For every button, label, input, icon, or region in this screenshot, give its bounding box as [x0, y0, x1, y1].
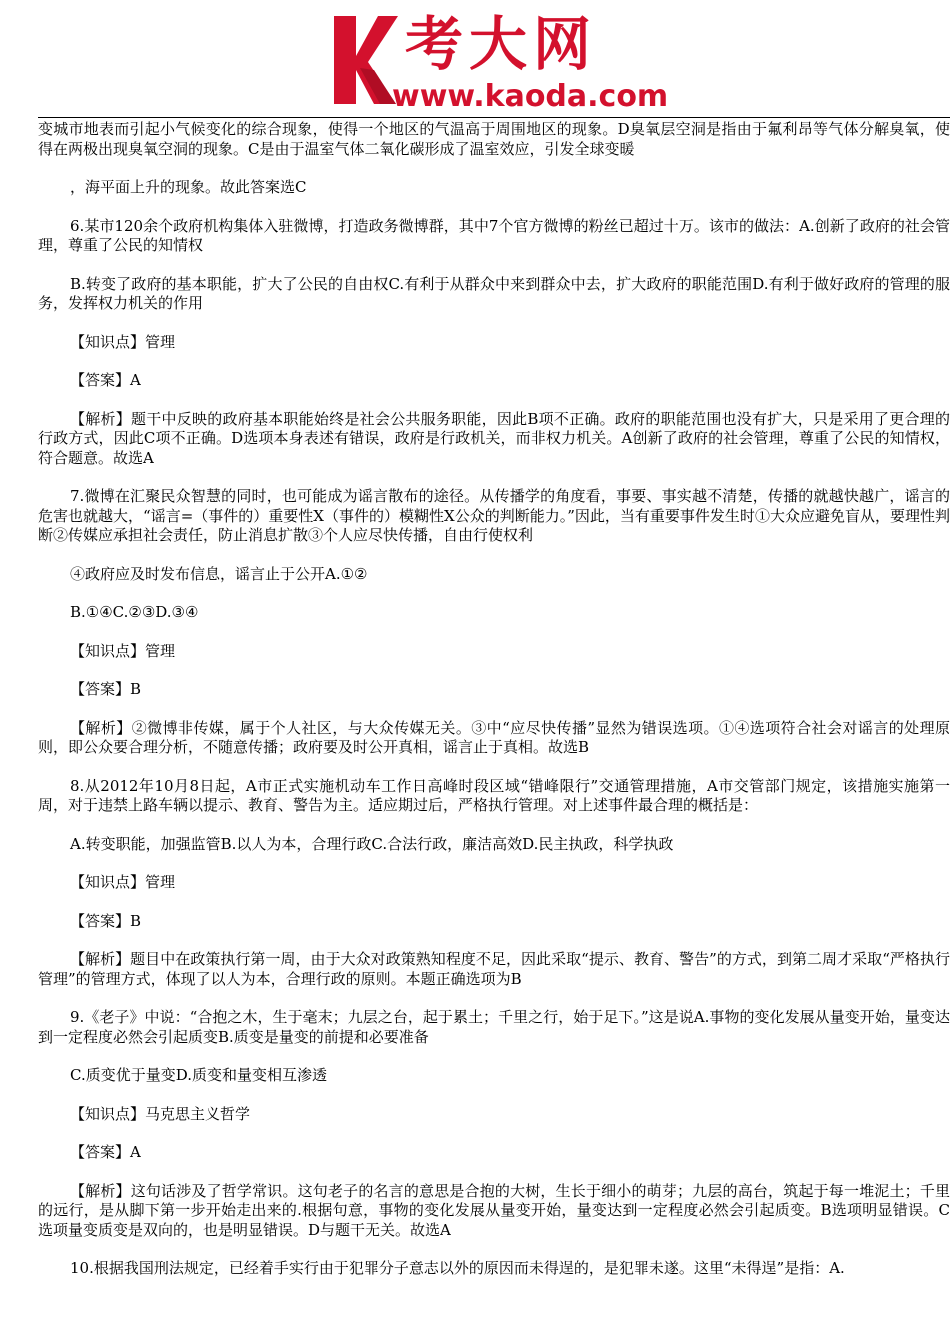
- logo-title: 考大网: [405, 10, 598, 78]
- logo-url: www.kaoda.com: [392, 79, 669, 114]
- paragraph: 【知识点】管理: [70, 332, 176, 351]
- paragraph: C.质变优于量变D.质变和量变相互渗透: [70, 1066, 327, 1084]
- paragraph: 【答案】B: [70, 680, 142, 698]
- paragraph: 【知识点】马克思主义哲学: [70, 1104, 251, 1123]
- paragraph: 【知识点】管理: [70, 641, 176, 660]
- paragraph: ④政府应及时发布信息，谣言止于公开A.①②: [70, 564, 368, 583]
- paragraph: B.①④C.②③D.③④: [70, 603, 199, 621]
- paragraph: B.转变了政府的基本职能，扩大了公民的自由权C.有利于从群众中来到群众中去，扩大政府的职能范围D.有利于做好政府的管理的服务，发挥权力机关的作用: [38, 274, 950, 312]
- paragraph: A.转变职能，加强监管B.以人为本，合理行政C.合法行政，廉洁高效D.民主执政，科学执政: [70, 834, 674, 853]
- kaoda-k-logo-icon: [330, 8, 400, 108]
- paragraph: 【解析】这句话涉及了哲学常识。这句老子的名言的意思是合抱的大树，生长于细小的萌芽；九层的高台，筑起于每一堆泥土；千里的远行，是从脚下第一步开始走出来的.根据句意，事物的变化发展从量变开始，量变达到一定程度必然会引起质变。B选项明显错误。C选项量变质变是双向的，也是明显错误。D与题干无关。故选A: [38, 1181, 950, 1239]
- paragraph: 9.《老子》中说：“合抱之木，生于毫末；九层之台，起于累土；千里之行，始于足下。”这是说A.事物的变化发展从量变开始，量变达到一定程度必然会引起质变B.质变是量变的前提和必要准备: [38, 1008, 950, 1046]
- header-divider: [38, 117, 950, 118]
- paragraph: ，海平面上升的现象。故此答案选C: [70, 178, 307, 196]
- paragraph: 【解析】②微博非传媒，属于个人社区，与大众传媒无关。③中“应尽快传播”显然为错误选项。①④选项符合社会对谣言的处理原则，即公众要合理分析，不随意传播；政府要及时公开真相，谣言止于真相。故选B: [38, 718, 950, 756]
- paragraph: 8.从2012年10月8日起，A市正式实施机动车工作日高峰时段区域“错峰限行”交通管理措施，A市交管部门规定，该措施实施第一周，对于违禁上路车辆以提示、教育、警告为主。适应期过后，严格执行管理。对上述事件最合理的概括是：: [38, 776, 950, 814]
- paragraph: 10.根据我国刑法规定，已经着手实行由于犯罪分子意志以外的原因而未得逞的，是犯罪未遂。这里“未得逞”是指：A.: [70, 1259, 845, 1277]
- page-header: [0, 0, 950, 118]
- paragraph: 【解析】题目中在政策执行第一周，由于大众对政策熟知程度不足，因此采取“提示、教育、警告”的方式，到第二周才采取“严格执行管理”的管理方式，体现了以人为本，合理行政的原则。本题正确选项为B: [38, 950, 950, 988]
- paragraph: 【答案】B: [70, 911, 142, 930]
- paragraph: 7.微博在汇聚民众智慧的同时，也可能成为谣言散布的途径。从传播学的角度看，事要、事实越不清楚，传播的就越快越广，谣言的危害也就越大，“谣言=（事件的）重要性X（事件的）模糊性X公众的判断能力。”因此，当有重要事件发生时①大众应避免盲从，要理性判断②传媒应承担社会责任，防止消息扩散③个人应尽快传播，自由行使权利: [38, 487, 950, 544]
- paragraph: 【答案】A: [70, 371, 141, 389]
- document-body: [38, 120, 950, 1298]
- paragraph: 【知识点】管理: [70, 873, 176, 891]
- paragraph: 6.某市120余个政府机构集体入驻微博，打造政务微博群，其中7个官方微博的粉丝已超过十万。该市的做法：A.创新了政府的社会管理，尊重了公民的知情权: [38, 216, 950, 254]
- paragraph: 变城市地表而引起小气候变化的综合现象，使得一个地区的气温高于周围地区的现象。D臭氧层空洞是指由于氟利昂等气体分解臭氧，使得在两极出现臭氧空洞的现象。C是由于温室气体二氧化碳形成了温室效应，引发全球变暖: [38, 120, 950, 158]
- paragraph: 【答案】A: [70, 1143, 141, 1161]
- paragraph: 【解析】题干中反映的政府基本职能始终是社会公共服务职能，因此B项不正确。政府的职能范围也没有扩大，只是采用了更合理的行政方式，因此C项不正确。D选项本身表述有错误，政府是行政机关，而非权力机关。A创新了政府的社会管理，尊重了公民的知情权，符合题意。故选A: [38, 409, 950, 467]
